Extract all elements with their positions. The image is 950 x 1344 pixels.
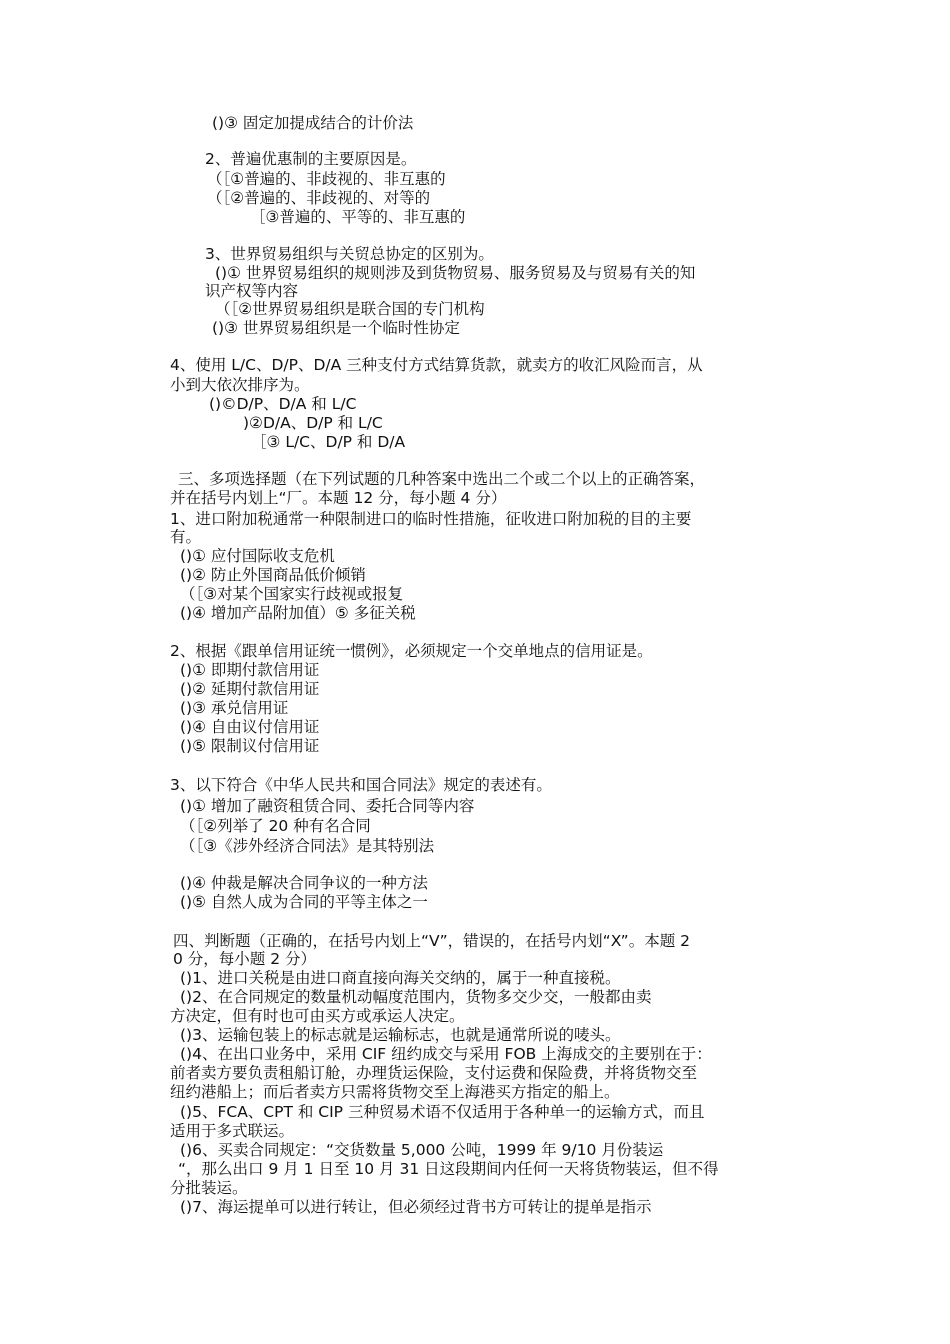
option-line: （［②普遍的、非歧视的、对等的 xyxy=(207,189,431,207)
question-heading: 1、进口附加税通常一种限制进口的临时性措施，征收进口附加税的目的主要 xyxy=(170,510,692,528)
section-heading: 0 分，每小题 2 分） xyxy=(173,950,317,968)
judgment-item: ()7、海运提单可以进行转让，但必须经过背书方可转让的提单是指示 xyxy=(180,1198,652,1216)
judgment-item: ()5、FCA、CPT 和 CIP 三种贸易术语不仅适用于各种单一的运输方式，而且 xyxy=(180,1103,705,1121)
question-heading: 4、使用 L/C、D/P、D/A 三种支付方式结算货款，就卖方的收汇风险而言，从 xyxy=(170,356,703,374)
judgment-item: ()1、进口关税是由进口商直接向海关交纳的，属于一种直接税。 xyxy=(180,969,621,987)
option-line: ()©D/P、D/A 和 L/C xyxy=(209,395,357,413)
option-line: （［②列举了 20 种有名合同 xyxy=(180,817,371,835)
question-heading: 3、世界贸易组织与关贸总协定的区别为。 xyxy=(205,245,494,263)
judgment-item: 方决定，但有时也可由买方或承运人决定。 xyxy=(170,1007,465,1025)
option-line: ()② 防止外国商品低价倾销 xyxy=(180,566,366,584)
judgment-item: ()6、买卖合同规定：“交货数量 5,000 公吨，1999 年 9/10 月份装运 xyxy=(180,1141,664,1159)
option-line: ［③ L/C、D/P 和 D/A xyxy=(251,433,406,451)
option-line: ()① 即期付款信用证 xyxy=(180,661,320,679)
question-heading: 3、以下符合《中华人民共和国合同法》规定的表述有。 xyxy=(170,776,552,794)
judgment-item: 前者卖方要负责租船订舱，办理货运保险，支付运费和保险费，并将货物交至 xyxy=(170,1064,698,1082)
question-heading: 有。 xyxy=(170,528,202,546)
option-line: 识产权等内容 xyxy=(205,282,299,300)
option-line: （［②世界贸易组织是联合国的专门机构 xyxy=(215,300,485,318)
option-line: （［③对某个国家实行歧视或报复 xyxy=(180,585,404,603)
section-heading: 三、多项选择题（在下列试题的几种答案中选出二个或二个以上的正确答案， xyxy=(178,470,706,488)
judgment-item: ()3、运输包装上的标志就是运输标志，也就是通常所说的唛头。 xyxy=(180,1026,621,1044)
question-heading: 2、根据《跟单信用证统一惯例》，必须规定一个交单地点的信用证是。 xyxy=(170,642,653,660)
option-line: ()④ 自由议付信用证 xyxy=(180,718,320,736)
option-line: （［①普遍的、非歧视的、非互惠的 xyxy=(207,170,446,188)
option-line: ()① 应付国际收支危机 xyxy=(180,547,335,565)
option-line: ()② 延期付款信用证 xyxy=(180,680,320,698)
text-line: ()③ 固定加提成结合的计价法 xyxy=(212,114,414,132)
option-line: ()③ 世界贸易组织是一个临时性协定 xyxy=(212,319,460,337)
judgment-item: 分批装运。 xyxy=(170,1179,248,1197)
option-line: ()① 世界贸易组织的规则涉及到货物贸易、服务贸易及与贸易有关的知 xyxy=(215,264,696,282)
option-line: ()⑤ 自然人成为合同的平等主体之一 xyxy=(180,893,428,911)
judgment-item: ()2、在合同规定的数量机动幅度范围内，货物多交少交，一般都由卖 xyxy=(180,988,652,1006)
question-heading: 小到大依次排序为。 xyxy=(170,376,310,394)
judgment-item: 纽约港船上；而后者卖方只需将货物交至上海港买方指定的船上。 xyxy=(170,1083,620,1101)
judgment-item: 适用于多式联运。 xyxy=(170,1122,295,1140)
option-line: ()① 增加了融资租赁合同、委托合同等内容 xyxy=(180,797,475,815)
section-heading: 并在括号内划上“厂。本题 12 分，每小题 4 分） xyxy=(170,489,507,507)
option-line: ［③普遍的、平等的、非互惠的 xyxy=(250,208,466,226)
section-heading: 四、判断题（正确的，在括号内划上“V”，错误的，在括号内划“X”。本题 2 xyxy=(173,932,691,950)
judgment-item: “，那么出口 9 月 1 日至 10 月 31 日这段期间内任何一天将货物装运，但不得 xyxy=(178,1160,719,1178)
question-heading: 2、普遍优惠制的主要原因是。 xyxy=(205,150,417,168)
option-line: ()③ 承兑信用证 xyxy=(180,699,289,717)
option-line: ()④ 增加产品附加值）⑤ 多征关税 xyxy=(180,604,416,622)
option-line: )②D/A、D/P 和 L/C xyxy=(243,414,383,432)
judgment-item: ()4、在出口业务中，采用 CIF 纽约成交与采用 FOB 上海成交的主要别在于： xyxy=(180,1045,712,1063)
option-line: （［③《涉外经济合同法》是其特别法 xyxy=(180,837,435,855)
option-line: ()④ 仲裁是解决合同争议的一种方法 xyxy=(180,874,428,892)
option-line: ()⑤ 限制议付信用证 xyxy=(180,737,320,755)
